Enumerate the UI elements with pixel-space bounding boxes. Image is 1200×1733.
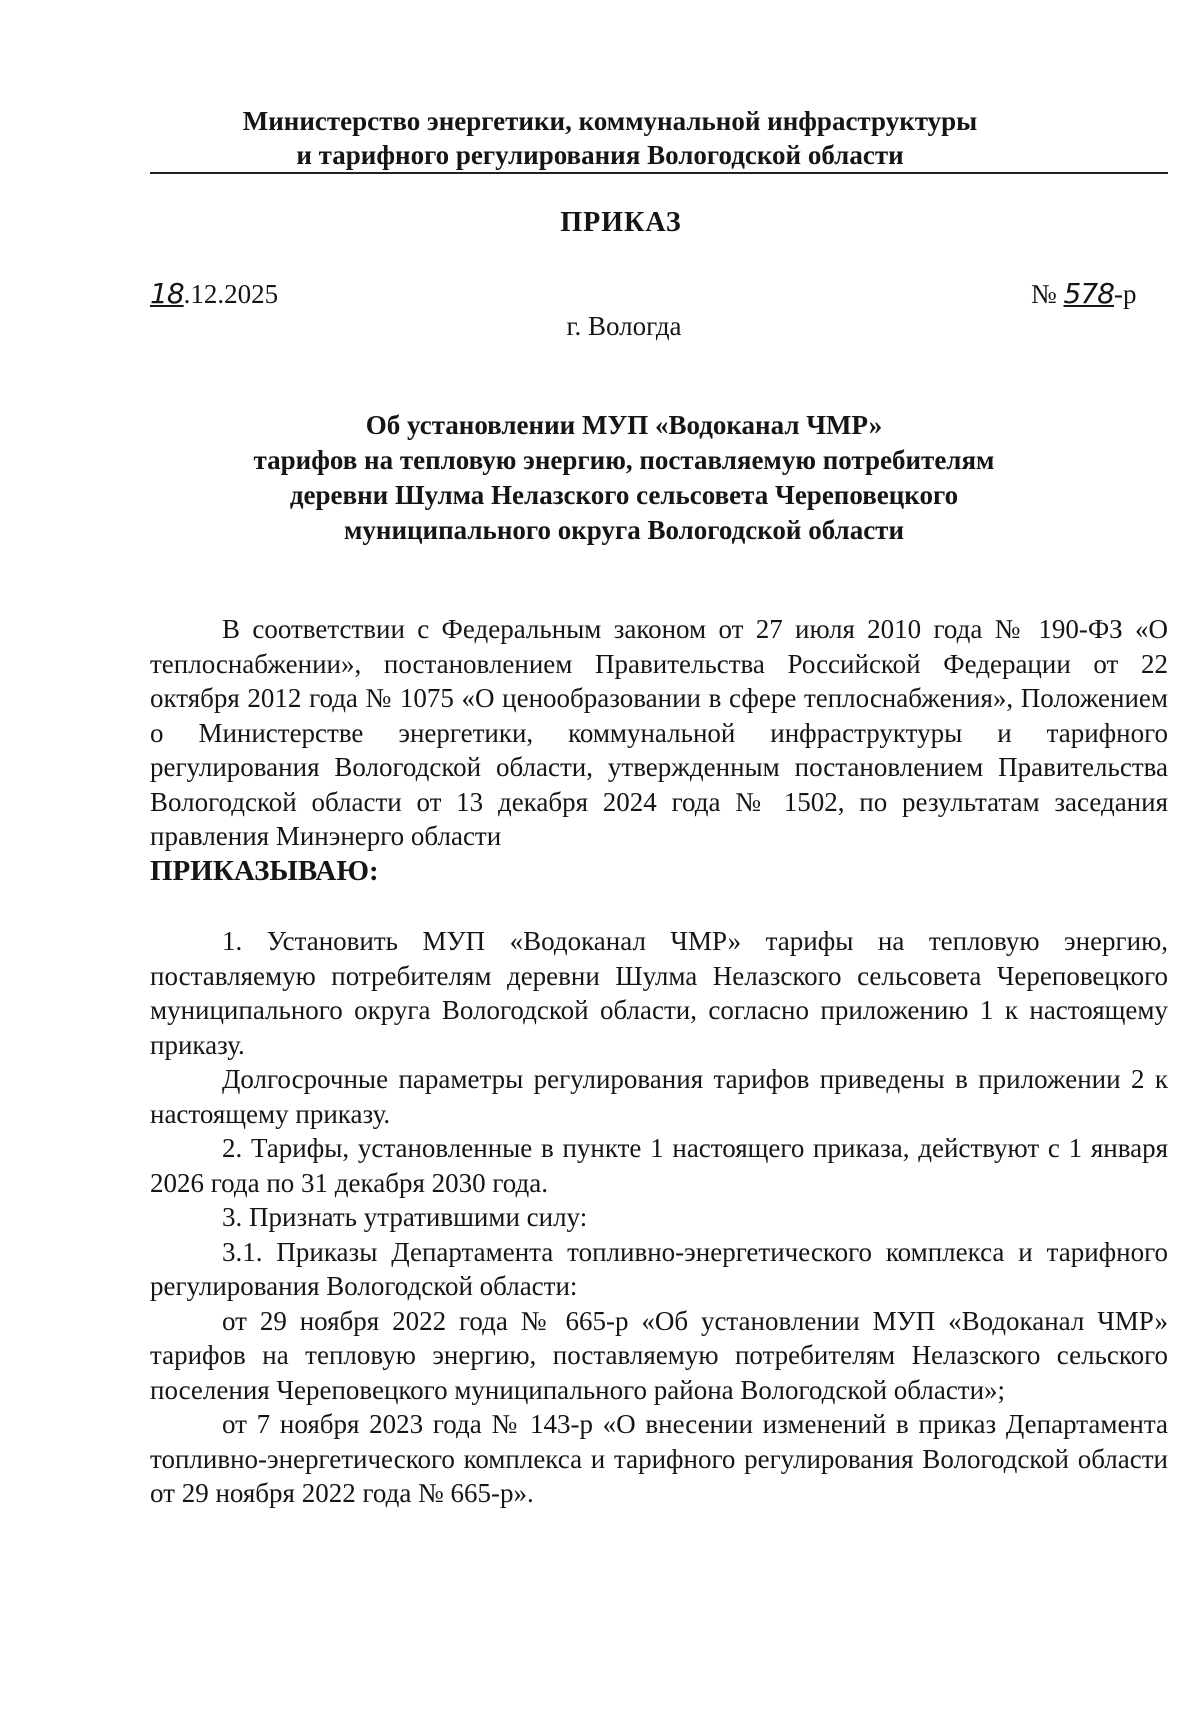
number-handwritten: 578 — [1063, 277, 1114, 310]
number-suffix: -р — [1113, 279, 1137, 309]
item-3-1-b-paragraph: от 7 ноября 2023 года № 143-р «О внесении изменений в приказ Департамента топливно-энергетического комплекса и тарифного регулирования Вологодской области от 29 ноября 2022 года № 665-р». — [150, 1409, 1168, 1508]
item-1-params-paragraph: Долгосрочные параметры регулирования тарифов приведены в приложении 2 к настоящему приказу. — [150, 1064, 1168, 1129]
document-body — [150, 612, 1168, 1511]
header-divider — [150, 172, 1168, 174]
item-3-1-paragraph: 3.1. Приказы Департамента топливно-энергетического комплекса и тарифного регулирования Вологодской области: — [150, 1236, 1168, 1301]
subject-line4: муниципального округа Вологодской области — [344, 515, 904, 545]
document-subject — [0, 408, 1200, 548]
document-city: г. Вологда — [566, 311, 682, 341]
ministry-header-line2: и тарифного регулирования Вологодской области — [296, 140, 904, 170]
number-prefix: № — [1031, 279, 1064, 309]
item-2-paragraph: 2. Тарифы, установленные в пункте 1 настоящего приказа, действуют с 1 января 2026 года по 31 декабря 2030 года. — [150, 1133, 1168, 1198]
document-number — [1031, 277, 1136, 310]
date-day-handwritten: 18 — [150, 277, 184, 310]
subject-line3: деревни Шулма Нелазского сельсовета Череповецкого — [289, 480, 959, 510]
preamble-paragraph: В соответствии с Федеральным законом от 27 июля 2010 года № 190-ФЗ «О теплоснабжении», постановлением Правительства Российской Федерации от 22 октября 2012 года № 1075 «О ценообразовании в сфере теплоснабжения», Положением о Министерстве энергетики, коммунальной инфраструктуры и тарифного регулирования Вологодской области, утвержденным постановлением Правительства Вологодской области от 13 декабря 2024 года № 1502, по результатам заседания правления Минэнерго области — [150, 614, 1168, 851]
ministry-header — [0, 104, 1200, 172]
subject-line2: тарифов на тепловую энергию, поставляемую потребителям — [253, 445, 995, 475]
ministry-header-line1: Министерство энергетики, коммунальной инфраструктуры — [242, 106, 978, 136]
subject-line1: Об установлении МУП «Водоканал ЧМР» — [365, 410, 883, 440]
item-1-paragraph: 1. Установить МУП «Водоканал ЧМР» тарифы на тепловую энергию, поставляемую потребителям деревни Шулма Нелазского сельсовета Череповецкого муниципального округа Вологодской области, согласно приложению 1 к настоящему приказу. — [150, 926, 1168, 1060]
item-3-paragraph: 3. Признать утратившими силу: — [222, 1202, 588, 1232]
order-word: ПРИКАЗЫВАЮ: — [150, 854, 379, 887]
item-3-1-a-paragraph: от 29 ноября 2022 года № 665-р «Об установлении МУП «Водоканал ЧМР» тарифов на тепловую энергию, поставляемую потребителям Нелазского сельского поселения Череповецкого муниципального района Вологодской области»; — [150, 1305, 1168, 1405]
date-rest: .12.2025 — [183, 279, 279, 309]
document-date — [150, 277, 278, 310]
document-title: ПРИКАЗ — [560, 207, 682, 238]
